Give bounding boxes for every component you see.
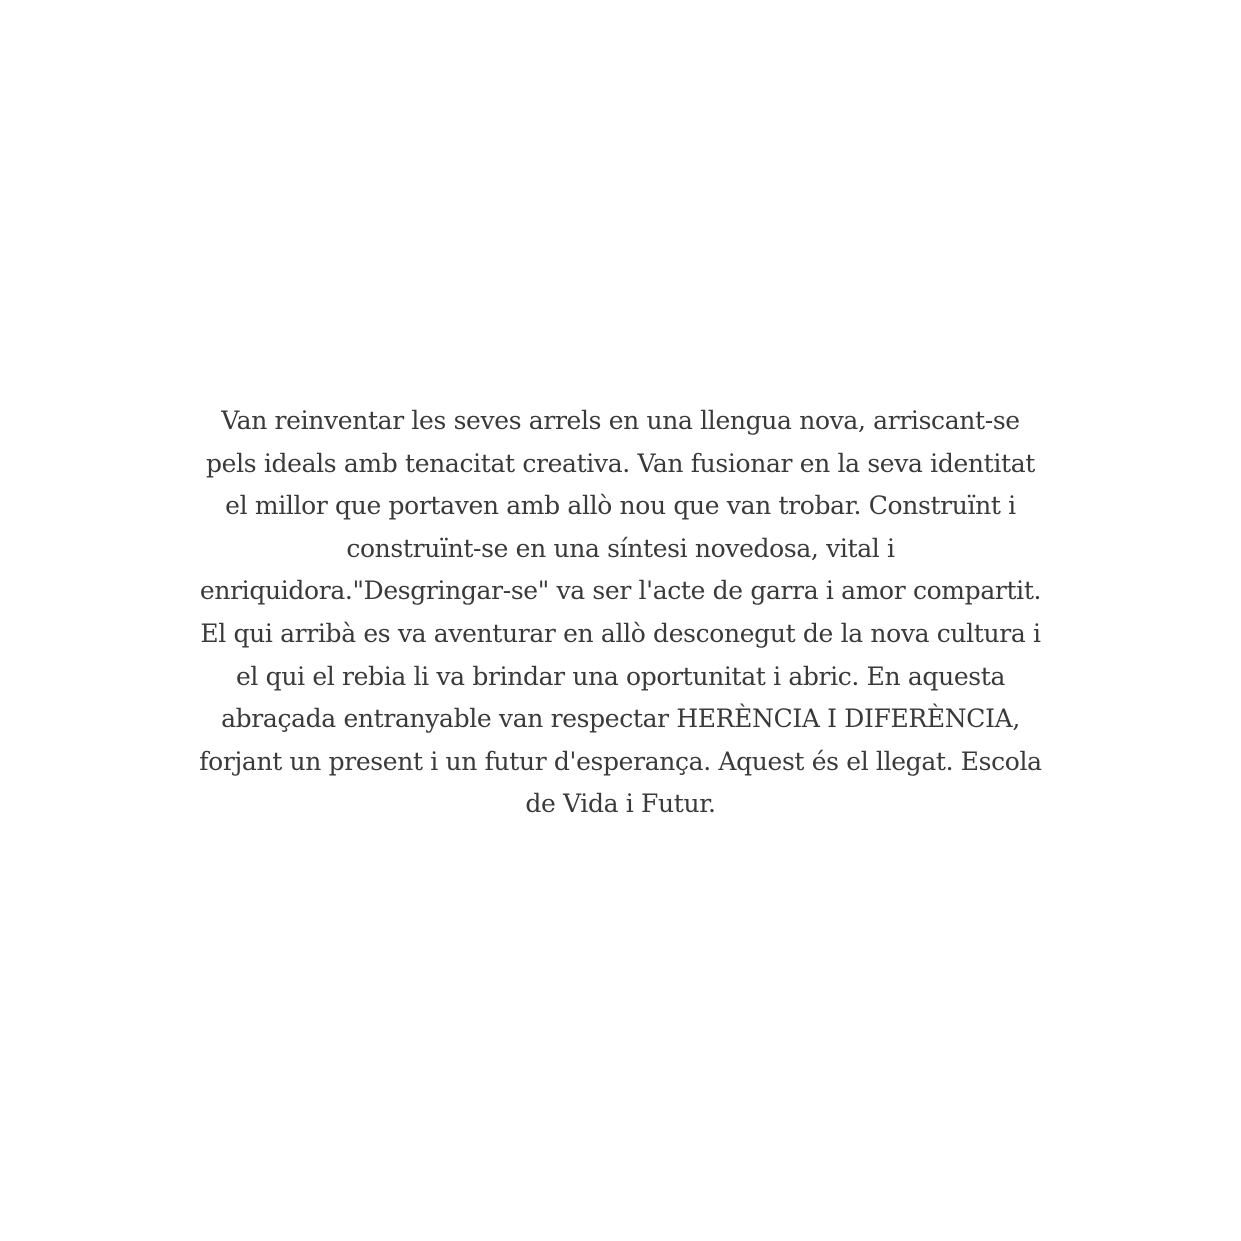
- paragraph-line-6: El qui arribà es va aventurar en allò desconegut de la nova cultura i: [200, 618, 1041, 648]
- paragraph-line-8: abraçada entranyable van respectar HERÈNCIA I DIFERÈNCIA,: [221, 704, 1020, 734]
- paragraph-line-3: el millor que portaven amb allò nou que van trobar. Construïnt i: [225, 491, 1016, 521]
- body-paragraph: [180, 400, 1061, 826]
- paragraph-line-4: construïnt-se en una síntesi novedosa, vital i: [346, 533, 895, 563]
- paragraph-line-7: el qui el rebia li va brindar una oportunitat i abric. En aquesta: [235, 661, 1005, 691]
- paragraph-line-2: pels ideals amb tenacitat creativa. Van fusionar en la seva identitat: [206, 448, 1035, 478]
- paragraph-line-9: forjant un present i un futur d'esperança. Aquest és el llegat. Escola: [199, 746, 1042, 776]
- paragraph-line-10: de Vida i Futur.: [525, 789, 716, 819]
- paragraph-line-1: Van reinventar les seves arrels en una llengua nova, arriscant-se: [221, 406, 1020, 435]
- paragraph-line-5: enriquidora."Desgringar-se" va ser l'acte de garra i amor compartit.: [199, 576, 1042, 606]
